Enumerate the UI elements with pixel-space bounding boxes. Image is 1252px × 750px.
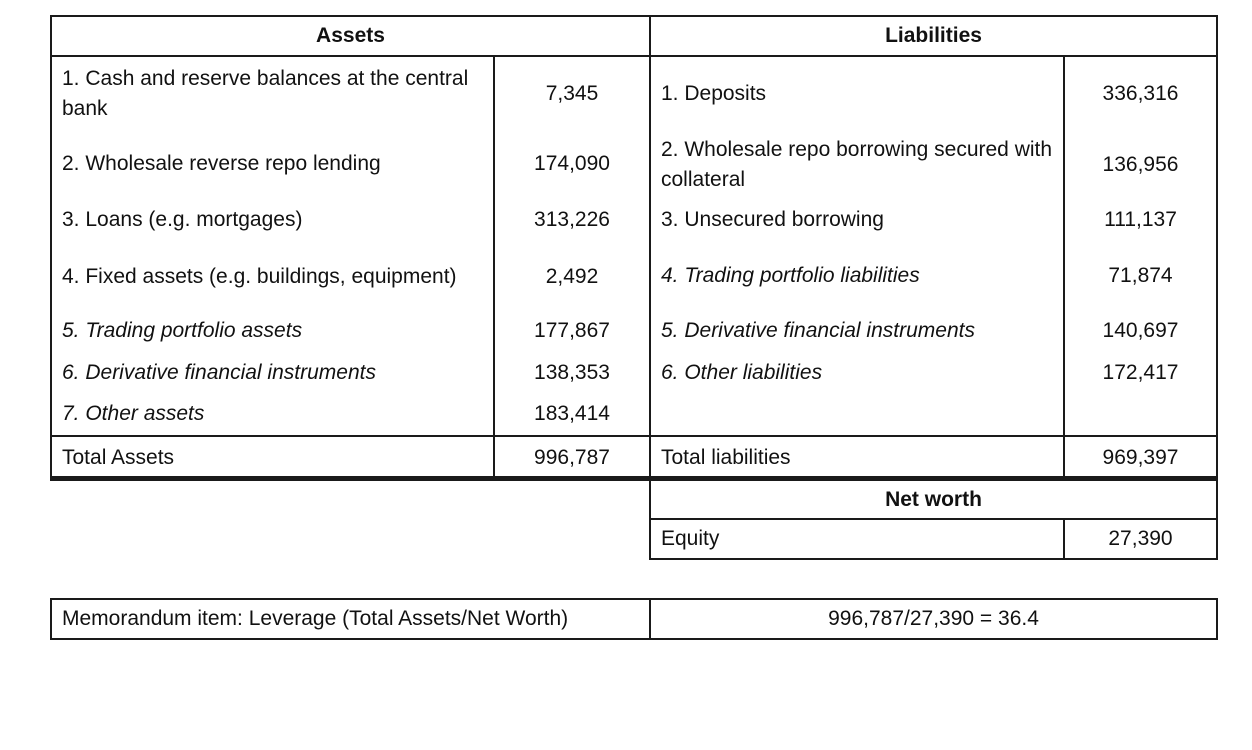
total-assets-value: 996,787 bbox=[534, 445, 610, 469]
liability-row-label: 6. Other liabilities bbox=[661, 361, 823, 384]
totals-top-border bbox=[50, 435, 1218, 437]
asset-row-label: 4. Fixed assets (e.g. buildings, equipment) bbox=[62, 265, 457, 288]
liability-row-value: 140,697 bbox=[1102, 319, 1179, 342]
liability-row-label: 2. Wholesale repo borrowing secured with collateral bbox=[661, 138, 1053, 191]
liability-row-value: 111,137 bbox=[1104, 208, 1177, 231]
liability-row-value: 336,316 bbox=[1102, 82, 1179, 105]
net-worth-header: Net worth bbox=[885, 487, 982, 511]
liability-row-value: 136,956 bbox=[1102, 153, 1179, 176]
asset-row-label: 3. Loans (e.g. mortgages) bbox=[62, 208, 303, 231]
networth-bottom-border bbox=[649, 558, 1218, 560]
asset-row-label: 6. Derivative financial instruments bbox=[62, 361, 376, 384]
asset-row-value: 313,226 bbox=[534, 208, 610, 231]
liability-row-label: 5. Derivative financial instruments bbox=[661, 319, 975, 342]
liability-row-value: 71,874 bbox=[1108, 264, 1173, 287]
liability-row-label: 4. Trading portfolio liabilities bbox=[661, 264, 920, 287]
header-bottom-border bbox=[50, 55, 1218, 57]
asset-row-label: 1. Cash and reserve balances at the central bank bbox=[62, 67, 469, 120]
liability-row-label: 1. Deposits bbox=[661, 82, 767, 105]
liability-row-label: 3. Unsecured borrowing bbox=[661, 208, 884, 231]
asset-row-value: 183,414 bbox=[534, 402, 610, 425]
equity-label: Equity bbox=[661, 527, 720, 550]
asset-row-value: 2,492 bbox=[545, 265, 599, 288]
asset-row-value: 7,345 bbox=[545, 82, 599, 105]
asset-row-value: 174,090 bbox=[534, 152, 610, 175]
total-liabilities-label: Total liabilities bbox=[661, 445, 791, 469]
liabilities-header: Liabilities bbox=[885, 24, 982, 47]
memorandum-label: Memorandum item: Leverage (Total Assets/Net Worth) bbox=[62, 607, 569, 630]
memorandum-value: 996,787/27,390 = 36.4 bbox=[828, 607, 1039, 630]
asset-row-value: 138,353 bbox=[534, 361, 610, 384]
liability-row-value: 172,417 bbox=[1102, 361, 1179, 384]
asset-row-value: 177,867 bbox=[534, 319, 610, 342]
asset-row-label: 7. Other assets bbox=[62, 402, 205, 425]
equity-value: 27,390 bbox=[1108, 527, 1173, 550]
memo-bottom-border bbox=[50, 638, 1218, 640]
total-assets-label: Total Assets bbox=[62, 445, 175, 469]
assets-header: Assets bbox=[316, 24, 385, 47]
asset-row-label: 5. Trading portfolio assets bbox=[62, 319, 303, 342]
memo-right-border bbox=[1216, 598, 1218, 640]
total-liabilities-value: 969,397 bbox=[1102, 445, 1179, 469]
asset-row-label: 2. Wholesale reverse repo lending bbox=[62, 152, 381, 175]
